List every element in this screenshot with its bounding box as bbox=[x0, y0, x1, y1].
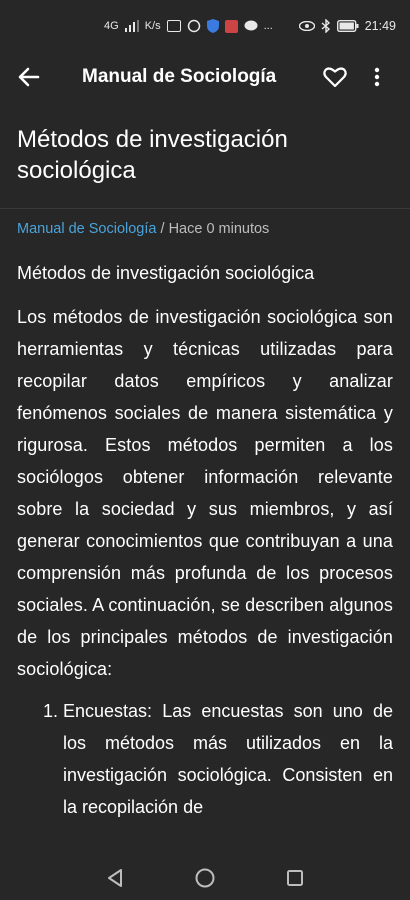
back-button[interactable] bbox=[18, 62, 48, 92]
clock-time: 21:49 bbox=[364, 19, 396, 33]
article-subtitle: Métodos de investigación sociológica bbox=[17, 263, 315, 283]
battery-icon bbox=[337, 19, 359, 33]
heart-icon bbox=[323, 66, 347, 88]
divider bbox=[0, 208, 410, 209]
app-bar bbox=[0, 52, 410, 102]
signal-icon bbox=[125, 19, 139, 33]
time-ago: Hace 0 minutos bbox=[168, 221, 270, 237]
article-meta bbox=[17, 221, 393, 237]
app-badge-icon bbox=[225, 19, 238, 33]
meta-separator: / bbox=[160, 221, 165, 237]
favorite-button[interactable] bbox=[320, 62, 350, 92]
shield-icon bbox=[207, 19, 219, 33]
status-right-icons bbox=[299, 19, 396, 33]
app-title: Manual de Sociología bbox=[82, 66, 277, 87]
eye-icon bbox=[299, 19, 315, 33]
article-content[interactable] bbox=[0, 102, 410, 855]
article-paragraph: Los métodos de investigación sociológica son herramientas y técnicas utilizadas para recopilar datos empíricos y analizar fenómenos sociales de manera sistemática y rigurosa. Estos métodos permiten a los sociólogos obtener información relevante sobre la sociedad y sus miembros, y así generar conocimientos que contribuyan a una comprensión más profunda de los procesos sociales. A continuación, se describen algunos de los principales métodos de investigación sociológica: bbox=[17, 307, 393, 679]
speed-label: K/s bbox=[144, 20, 161, 32]
network-type-label: 4G bbox=[104, 20, 119, 32]
triangle-back-icon bbox=[106, 868, 124, 888]
bluetooth-icon bbox=[321, 19, 331, 33]
status-left-icons bbox=[104, 19, 273, 33]
arrow-left-icon bbox=[18, 67, 40, 87]
list-item: 1. Encuestas: Las encuestas son uno de los métodos más utilizados en la investigación sociológica. Consisten en la recopilación de bbox=[63, 695, 393, 823]
source-link[interactable]: Manual de Sociología bbox=[17, 221, 157, 237]
article-title: Métodos de investigación sociológica bbox=[17, 126, 288, 184]
whatsapp-icon bbox=[187, 19, 201, 33]
more-notifications-label: ... bbox=[263, 20, 273, 32]
app-notification-icon bbox=[167, 20, 181, 32]
chat-icon bbox=[244, 19, 258, 33]
methods-list bbox=[17, 695, 393, 823]
more-vertical-icon bbox=[374, 67, 380, 87]
square-recents-icon bbox=[286, 869, 304, 887]
circle-home-icon bbox=[194, 867, 216, 889]
nav-home-button[interactable] bbox=[190, 863, 220, 893]
nav-back-button[interactable] bbox=[100, 863, 130, 893]
nav-recents-button[interactable] bbox=[280, 863, 310, 893]
more-options-button[interactable] bbox=[362, 62, 392, 92]
system-nav-bar bbox=[0, 855, 410, 900]
status-bar bbox=[0, 0, 410, 52]
